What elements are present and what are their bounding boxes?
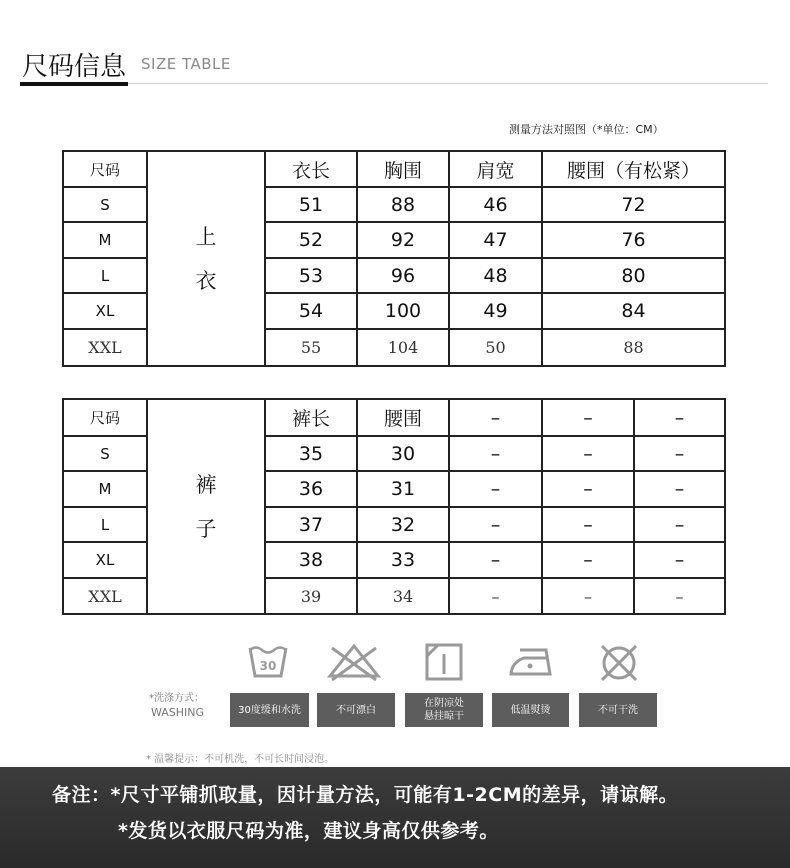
category-cell [147,151,265,366]
value-cell: – [634,578,725,614]
value-cell: – [449,578,542,614]
washing-label-en: WASHING [151,706,205,719]
value-cell: – [634,436,725,471]
header-cell: – [634,399,725,436]
value-cell: – [542,578,634,614]
footer-notice [0,767,790,868]
washing-label-cn: *洗涤方式： [149,693,204,704]
value-cell: 46 [449,187,542,222]
washing-label [149,692,204,720]
care-label-text: 不可干洗 [598,704,638,716]
size-cell: XL [63,542,147,578]
wash-temp-label: 30 [259,659,277,673]
value-cell: 54 [265,293,357,329]
header-cell: 尺码 [63,399,147,436]
value-cell: 84 [542,293,725,329]
care-label-text: 30度缓和水洗 [238,704,301,716]
size-cell: S [63,436,147,471]
size-cell: M [63,222,147,258]
no-bleach-icon [326,642,382,682]
category-char: 上 [195,224,217,249]
title-underline [20,82,128,86]
care-label-text: 不可漂白 [336,704,376,716]
value-cell: – [449,507,542,542]
value-cell: 31 [357,471,449,507]
value-cell: 72 [542,187,725,222]
value-cell: 104 [357,329,449,366]
measure-note: 测量方法对照图（*单位：CM） [509,123,664,136]
footer-note-line-2: *发货以衣服尺码为准，建议身高仅供参考。 [118,820,499,842]
header-cell: 胸围 [357,151,449,187]
value-cell: – [542,471,634,507]
value-cell: 51 [265,187,357,222]
value-cell: 55 [265,329,357,366]
value-cell: 52 [265,222,357,258]
care-icons [0,642,790,692]
size-cell: XXL [63,329,147,366]
value-cell: 30 [357,436,449,471]
value-cell: 34 [357,578,449,614]
care-tip: * 温馨提示：不可机洗，不可长时间浸泡。 [146,754,335,765]
value-cell: – [542,542,634,578]
header-cell: 衣长 [265,151,357,187]
value-cell: 37 [265,507,357,542]
value-cell: 48 [449,258,542,293]
table-header-row [63,399,725,436]
care-label-shade-dry [405,693,483,727]
value-cell: – [634,507,725,542]
value-cell: – [449,471,542,507]
size-cell: M [63,471,147,507]
header-divider [128,83,768,84]
bottom-size-table [62,398,726,615]
care-label-no-bleach [317,693,395,727]
category-char: 衣 [195,268,217,293]
header-cell: 裤长 [265,399,357,436]
value-cell: 100 [357,293,449,329]
value-cell: 92 [357,222,449,258]
header-cell: 腰围 [357,399,449,436]
value-cell: 49 [449,293,542,329]
care-label-text: 悬挂晾干 [424,711,464,722]
category-char: 裤 [195,472,217,497]
value-cell: – [449,542,542,578]
value-cell: 35 [265,436,357,471]
table-header-row [63,151,725,187]
value-cell: – [634,471,725,507]
header-cell: – [449,399,542,436]
value-cell: 80 [542,258,725,293]
footer-note-line-1: 备注：*尺寸平铺抓取量，因计量方法，可能有1-2CM的差异，请谅解。 [52,784,679,806]
value-cell: 38 [265,542,357,578]
value-cell: 36 [265,471,357,507]
size-cell: L [63,507,147,542]
no-dry-clean-icon [598,642,640,684]
size-cell: L [63,258,147,293]
value-cell: – [634,542,725,578]
category-cell [147,399,265,614]
care-label-low-iron [492,693,569,727]
size-cell: S [63,187,147,222]
page-subtitle: SIZE TABLE [141,55,231,73]
care-label-text: 低温熨烫 [510,704,551,716]
size-cell: XXL [63,578,147,614]
header-cell: 腰围（有松紧） [542,151,725,187]
value-cell: 47 [449,222,542,258]
care-label-text: 在阴凉处 [424,698,464,709]
care-label-wash-30 [230,693,309,727]
category-char: 子 [195,516,217,541]
shade-dry-icon [424,642,464,682]
value-cell: – [542,436,634,471]
header-cell: 肩宽 [449,151,542,187]
wash-30-icon [247,642,289,682]
top-size-table [62,150,726,367]
value-cell: – [542,507,634,542]
value-cell: 88 [357,187,449,222]
page-title: 尺码信息 [22,52,127,82]
value-cell: 53 [265,258,357,293]
value-cell: 76 [542,222,725,258]
value-cell: 50 [449,329,542,366]
value-cell: 96 [357,258,449,293]
value-cell: – [449,436,542,471]
low-iron-icon [506,642,556,682]
header-cell: 尺码 [63,151,147,187]
size-cell: XL [63,293,147,329]
header-cell: – [542,399,634,436]
value-cell: 32 [357,507,449,542]
care-label-no-dry-clean [579,693,657,727]
value-cell: 33 [357,542,449,578]
value-cell: 88 [542,329,725,366]
value-cell: 39 [265,578,357,614]
